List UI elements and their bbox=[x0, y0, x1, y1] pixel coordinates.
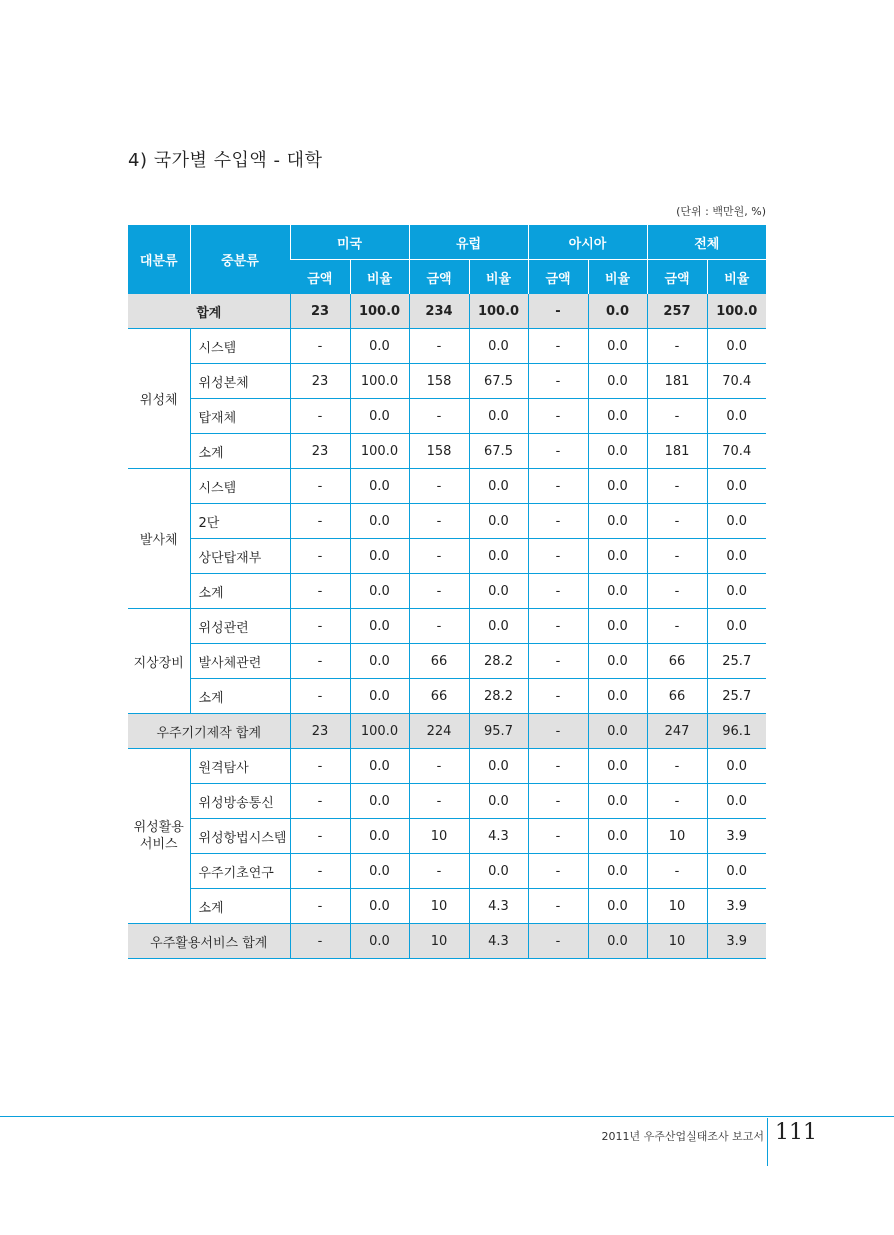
table-cell: 0.0 bbox=[588, 889, 647, 924]
row-label: 위성관련 bbox=[190, 609, 290, 644]
table-cell: 0.0 bbox=[469, 609, 528, 644]
table-cell: 96.1 bbox=[707, 714, 766, 749]
table-cell: - bbox=[409, 749, 469, 784]
table-cell: 0.0 bbox=[588, 469, 647, 504]
table-cell: - bbox=[528, 364, 588, 399]
row-label: 시스템 bbox=[190, 469, 290, 504]
row-label: 위성본체 bbox=[190, 364, 290, 399]
table-cell: - bbox=[528, 784, 588, 819]
table-row bbox=[128, 854, 766, 889]
row-label: 위성방송통신 bbox=[190, 784, 290, 819]
table-cell: 66 bbox=[647, 679, 707, 714]
table-cell: - bbox=[647, 469, 707, 504]
footer-separator bbox=[767, 1118, 768, 1166]
table-cell: 100.0 bbox=[350, 434, 409, 469]
row-label: 원격탐사 bbox=[190, 749, 290, 784]
table-cell: - bbox=[528, 469, 588, 504]
table-cell: 0.0 bbox=[588, 329, 647, 364]
header-amount: 금액 bbox=[647, 260, 707, 295]
table-cell: 158 bbox=[409, 434, 469, 469]
table-cell: 0.0 bbox=[469, 749, 528, 784]
table-cell: 0.0 bbox=[588, 434, 647, 469]
group-label-line: 서비스 bbox=[139, 837, 178, 852]
row-label: 상단탑재부 bbox=[190, 539, 290, 574]
table-cell: 100.0 bbox=[350, 294, 409, 329]
table-cell: 23 bbox=[290, 364, 350, 399]
table-cell: 0.0 bbox=[588, 574, 647, 609]
table-cell: 66 bbox=[409, 644, 469, 679]
table-cell: 0.0 bbox=[350, 399, 409, 434]
header-amount: 금액 bbox=[290, 260, 350, 295]
table-cell: - bbox=[647, 749, 707, 784]
table-cell: 0.0 bbox=[350, 504, 409, 539]
table-row bbox=[128, 679, 766, 714]
table-cell: 28.2 bbox=[469, 679, 528, 714]
table-cell: 0.0 bbox=[588, 364, 647, 399]
table-cell: - bbox=[528, 679, 588, 714]
table-cell: 0.0 bbox=[707, 539, 766, 574]
header-amount: 금액 bbox=[409, 260, 469, 295]
table-row bbox=[128, 574, 766, 609]
table-row bbox=[128, 819, 766, 854]
table-cell: - bbox=[409, 469, 469, 504]
row-label: 우주기기제작 합계 bbox=[128, 714, 290, 749]
table-cell: - bbox=[290, 924, 350, 959]
header-region-us: 미국 bbox=[290, 225, 409, 260]
table-cell: - bbox=[409, 539, 469, 574]
table-cell: - bbox=[409, 399, 469, 434]
group-label-ground: 지상장비 bbox=[128, 609, 190, 714]
table-cell: - bbox=[409, 574, 469, 609]
row-label: 탑재체 bbox=[190, 399, 290, 434]
table-cell: - bbox=[290, 539, 350, 574]
table-cell: - bbox=[528, 574, 588, 609]
table-cell: 247 bbox=[647, 714, 707, 749]
table-cell: - bbox=[528, 539, 588, 574]
table-cell: 70.4 bbox=[707, 364, 766, 399]
table-cell: 0.0 bbox=[350, 819, 409, 854]
table-cell: 67.5 bbox=[469, 364, 528, 399]
row-label: 소계 bbox=[190, 889, 290, 924]
table-cell: - bbox=[528, 749, 588, 784]
table-cell: 0.0 bbox=[588, 924, 647, 959]
table-cell: - bbox=[290, 889, 350, 924]
table-row bbox=[128, 749, 766, 784]
table-cell: 0.0 bbox=[469, 329, 528, 364]
table-cell: 0.0 bbox=[707, 329, 766, 364]
table-cell: - bbox=[409, 329, 469, 364]
table-row bbox=[128, 364, 766, 399]
table-cell: - bbox=[290, 679, 350, 714]
table-cell: 0.0 bbox=[707, 504, 766, 539]
table-cell: 0.0 bbox=[350, 854, 409, 889]
table-cell: 0.0 bbox=[469, 504, 528, 539]
table-cell: 0.0 bbox=[350, 644, 409, 679]
table-cell: - bbox=[290, 399, 350, 434]
table-cell: 66 bbox=[647, 644, 707, 679]
table-cell: 0.0 bbox=[707, 854, 766, 889]
table-cell: 3.9 bbox=[707, 819, 766, 854]
footer-divider bbox=[0, 1116, 894, 1117]
table-cell: - bbox=[647, 504, 707, 539]
table-cell: 0.0 bbox=[350, 609, 409, 644]
table-cell: 224 bbox=[409, 714, 469, 749]
table-cell: 100.0 bbox=[469, 294, 528, 329]
table-cell: 0.0 bbox=[350, 889, 409, 924]
table-cell: 181 bbox=[647, 434, 707, 469]
table-row bbox=[128, 399, 766, 434]
table-cell: - bbox=[409, 609, 469, 644]
table-cell: 25.7 bbox=[707, 679, 766, 714]
table-cell: 0.0 bbox=[588, 609, 647, 644]
table-cell: - bbox=[528, 924, 588, 959]
table-cell: 0.0 bbox=[469, 854, 528, 889]
header-ratio: 비율 bbox=[469, 260, 528, 295]
table-cell: 10 bbox=[647, 889, 707, 924]
row-label: 우주기초연구 bbox=[190, 854, 290, 889]
table-cell: 23 bbox=[290, 714, 350, 749]
table-row bbox=[128, 504, 766, 539]
header-ratio: 비율 bbox=[588, 260, 647, 295]
unit-note: (단위 : 백만원, %) bbox=[676, 205, 766, 218]
row-label: 우주활용서비스 합계 bbox=[128, 924, 290, 959]
table-cell: 4.3 bbox=[469, 889, 528, 924]
group-label-launcher: 발사체 bbox=[128, 469, 190, 609]
table-cell: - bbox=[528, 399, 588, 434]
table-row bbox=[128, 644, 766, 679]
table-cell: 181 bbox=[647, 364, 707, 399]
table-cell: 257 bbox=[647, 294, 707, 329]
table-cell: - bbox=[647, 609, 707, 644]
group-label-line: 위성활용 bbox=[133, 820, 184, 835]
table-cell: 0.0 bbox=[350, 679, 409, 714]
table-cell: - bbox=[409, 504, 469, 539]
table-cell: - bbox=[290, 784, 350, 819]
table-row bbox=[128, 469, 766, 504]
table-cell: - bbox=[528, 504, 588, 539]
table-cell: 234 bbox=[409, 294, 469, 329]
table-cell: 0.0 bbox=[588, 399, 647, 434]
table-cell: 23 bbox=[290, 294, 350, 329]
table-cell: 100.0 bbox=[350, 364, 409, 399]
row-label: 소계 bbox=[190, 434, 290, 469]
header-ratio: 비율 bbox=[707, 260, 766, 295]
table-cell: 0.0 bbox=[588, 679, 647, 714]
table-cell: 0.0 bbox=[588, 294, 647, 329]
header-minor: 중분류 bbox=[190, 225, 290, 295]
page-number: 111 bbox=[775, 1120, 817, 1145]
table-cell: 0.0 bbox=[588, 714, 647, 749]
table-cell: 0.0 bbox=[588, 819, 647, 854]
table-cell: - bbox=[647, 854, 707, 889]
table-cell: 10 bbox=[409, 924, 469, 959]
table-cell: 0.0 bbox=[350, 469, 409, 504]
table-cell: - bbox=[409, 854, 469, 889]
table-cell: 0.0 bbox=[350, 574, 409, 609]
table-cell: - bbox=[528, 854, 588, 889]
table-cell: 66 bbox=[409, 679, 469, 714]
table-cell: 10 bbox=[647, 819, 707, 854]
section-title: 4) 국가별 수입액 - 대학 bbox=[128, 150, 323, 171]
table-row bbox=[128, 784, 766, 819]
table-cell: - bbox=[528, 819, 588, 854]
table-row bbox=[128, 329, 766, 364]
table-cell: 10 bbox=[409, 819, 469, 854]
row-label: 소계 bbox=[190, 574, 290, 609]
table-cell: 0.0 bbox=[469, 399, 528, 434]
header-region-asia: 아시아 bbox=[528, 225, 647, 260]
table-cell: - bbox=[290, 749, 350, 784]
table-cell: - bbox=[290, 469, 350, 504]
header-region-europe: 유럽 bbox=[409, 225, 528, 260]
table-cell: 0.0 bbox=[588, 784, 647, 819]
table-cell: 0.0 bbox=[707, 784, 766, 819]
table-cell: - bbox=[528, 889, 588, 924]
table-cell: 0.0 bbox=[588, 749, 647, 784]
table-cell: 0.0 bbox=[588, 539, 647, 574]
table-cell: 100.0 bbox=[350, 714, 409, 749]
row-label: 발사체관련 bbox=[190, 644, 290, 679]
table-row bbox=[128, 609, 766, 644]
table-cell: - bbox=[528, 434, 588, 469]
group-label-satellite: 위성체 bbox=[128, 329, 190, 469]
table-cell: - bbox=[290, 329, 350, 364]
table-row bbox=[128, 434, 766, 469]
table-cell: - bbox=[528, 294, 588, 329]
table-cell: 0.0 bbox=[469, 539, 528, 574]
table-cell: - bbox=[290, 819, 350, 854]
table-cell: - bbox=[647, 574, 707, 609]
table-cell: - bbox=[290, 504, 350, 539]
table-cell: 4.3 bbox=[469, 819, 528, 854]
table-row-mfg-total bbox=[128, 714, 766, 749]
table-row-svc-total bbox=[128, 924, 766, 959]
table-cell: - bbox=[528, 609, 588, 644]
table-cell: 0.0 bbox=[350, 784, 409, 819]
table-cell: 0.0 bbox=[588, 644, 647, 679]
table-cell: 0.0 bbox=[469, 469, 528, 504]
group-label-service bbox=[128, 749, 190, 924]
table-cell: - bbox=[290, 609, 350, 644]
table-cell: 10 bbox=[647, 924, 707, 959]
table-cell: 4.3 bbox=[469, 924, 528, 959]
table-cell: 70.4 bbox=[707, 434, 766, 469]
table-row bbox=[128, 889, 766, 924]
table-cell: 3.9 bbox=[707, 889, 766, 924]
header-major: 대분류 bbox=[128, 225, 190, 295]
table-cell: 67.5 bbox=[469, 434, 528, 469]
table-cell: 0.0 bbox=[707, 749, 766, 784]
table-cell: - bbox=[528, 714, 588, 749]
table-cell: - bbox=[647, 329, 707, 364]
header-amount: 금액 bbox=[528, 260, 588, 295]
table-cell: 25.7 bbox=[707, 644, 766, 679]
table-row bbox=[128, 539, 766, 574]
table-cell: 0.0 bbox=[350, 924, 409, 959]
table-cell: - bbox=[647, 784, 707, 819]
row-label: 위성항법시스템 bbox=[190, 819, 290, 854]
table-cell: 0.0 bbox=[469, 784, 528, 819]
table-cell: 0.0 bbox=[707, 399, 766, 434]
row-label: 2단 bbox=[190, 504, 290, 539]
table-cell: 3.9 bbox=[707, 924, 766, 959]
table-cell: 0.0 bbox=[707, 609, 766, 644]
table-cell: - bbox=[528, 644, 588, 679]
table-cell: 100.0 bbox=[707, 294, 766, 329]
table-cell: - bbox=[647, 539, 707, 574]
table-cell: - bbox=[290, 854, 350, 889]
row-label: 소계 bbox=[190, 679, 290, 714]
table-cell: 0.0 bbox=[350, 539, 409, 574]
table-cell: 0.0 bbox=[469, 574, 528, 609]
table-cell: - bbox=[409, 784, 469, 819]
table-row-total bbox=[128, 294, 766, 329]
table-cell: 0.0 bbox=[707, 469, 766, 504]
table-cell: 158 bbox=[409, 364, 469, 399]
row-label: 합계 bbox=[128, 294, 290, 329]
row-label: 시스템 bbox=[190, 329, 290, 364]
table-cell: 28.2 bbox=[469, 644, 528, 679]
table-cell: 0.0 bbox=[350, 749, 409, 784]
table-cell: 95.7 bbox=[469, 714, 528, 749]
table-cell: - bbox=[290, 574, 350, 609]
table-cell: 23 bbox=[290, 434, 350, 469]
table-cell: 0.0 bbox=[588, 854, 647, 889]
header-region-total: 전체 bbox=[647, 225, 766, 260]
header-ratio: 비율 bbox=[350, 260, 409, 295]
revenue-table bbox=[128, 224, 766, 959]
table-cell: 0.0 bbox=[588, 504, 647, 539]
table-cell: - bbox=[290, 644, 350, 679]
table-cell: 0.0 bbox=[707, 574, 766, 609]
table-cell: 10 bbox=[409, 889, 469, 924]
table-cell: - bbox=[528, 329, 588, 364]
table-cell: 0.0 bbox=[350, 329, 409, 364]
table-cell: - bbox=[647, 399, 707, 434]
footer-report-title: 2011년 우주산업실태조사 보고서 bbox=[601, 1130, 764, 1143]
